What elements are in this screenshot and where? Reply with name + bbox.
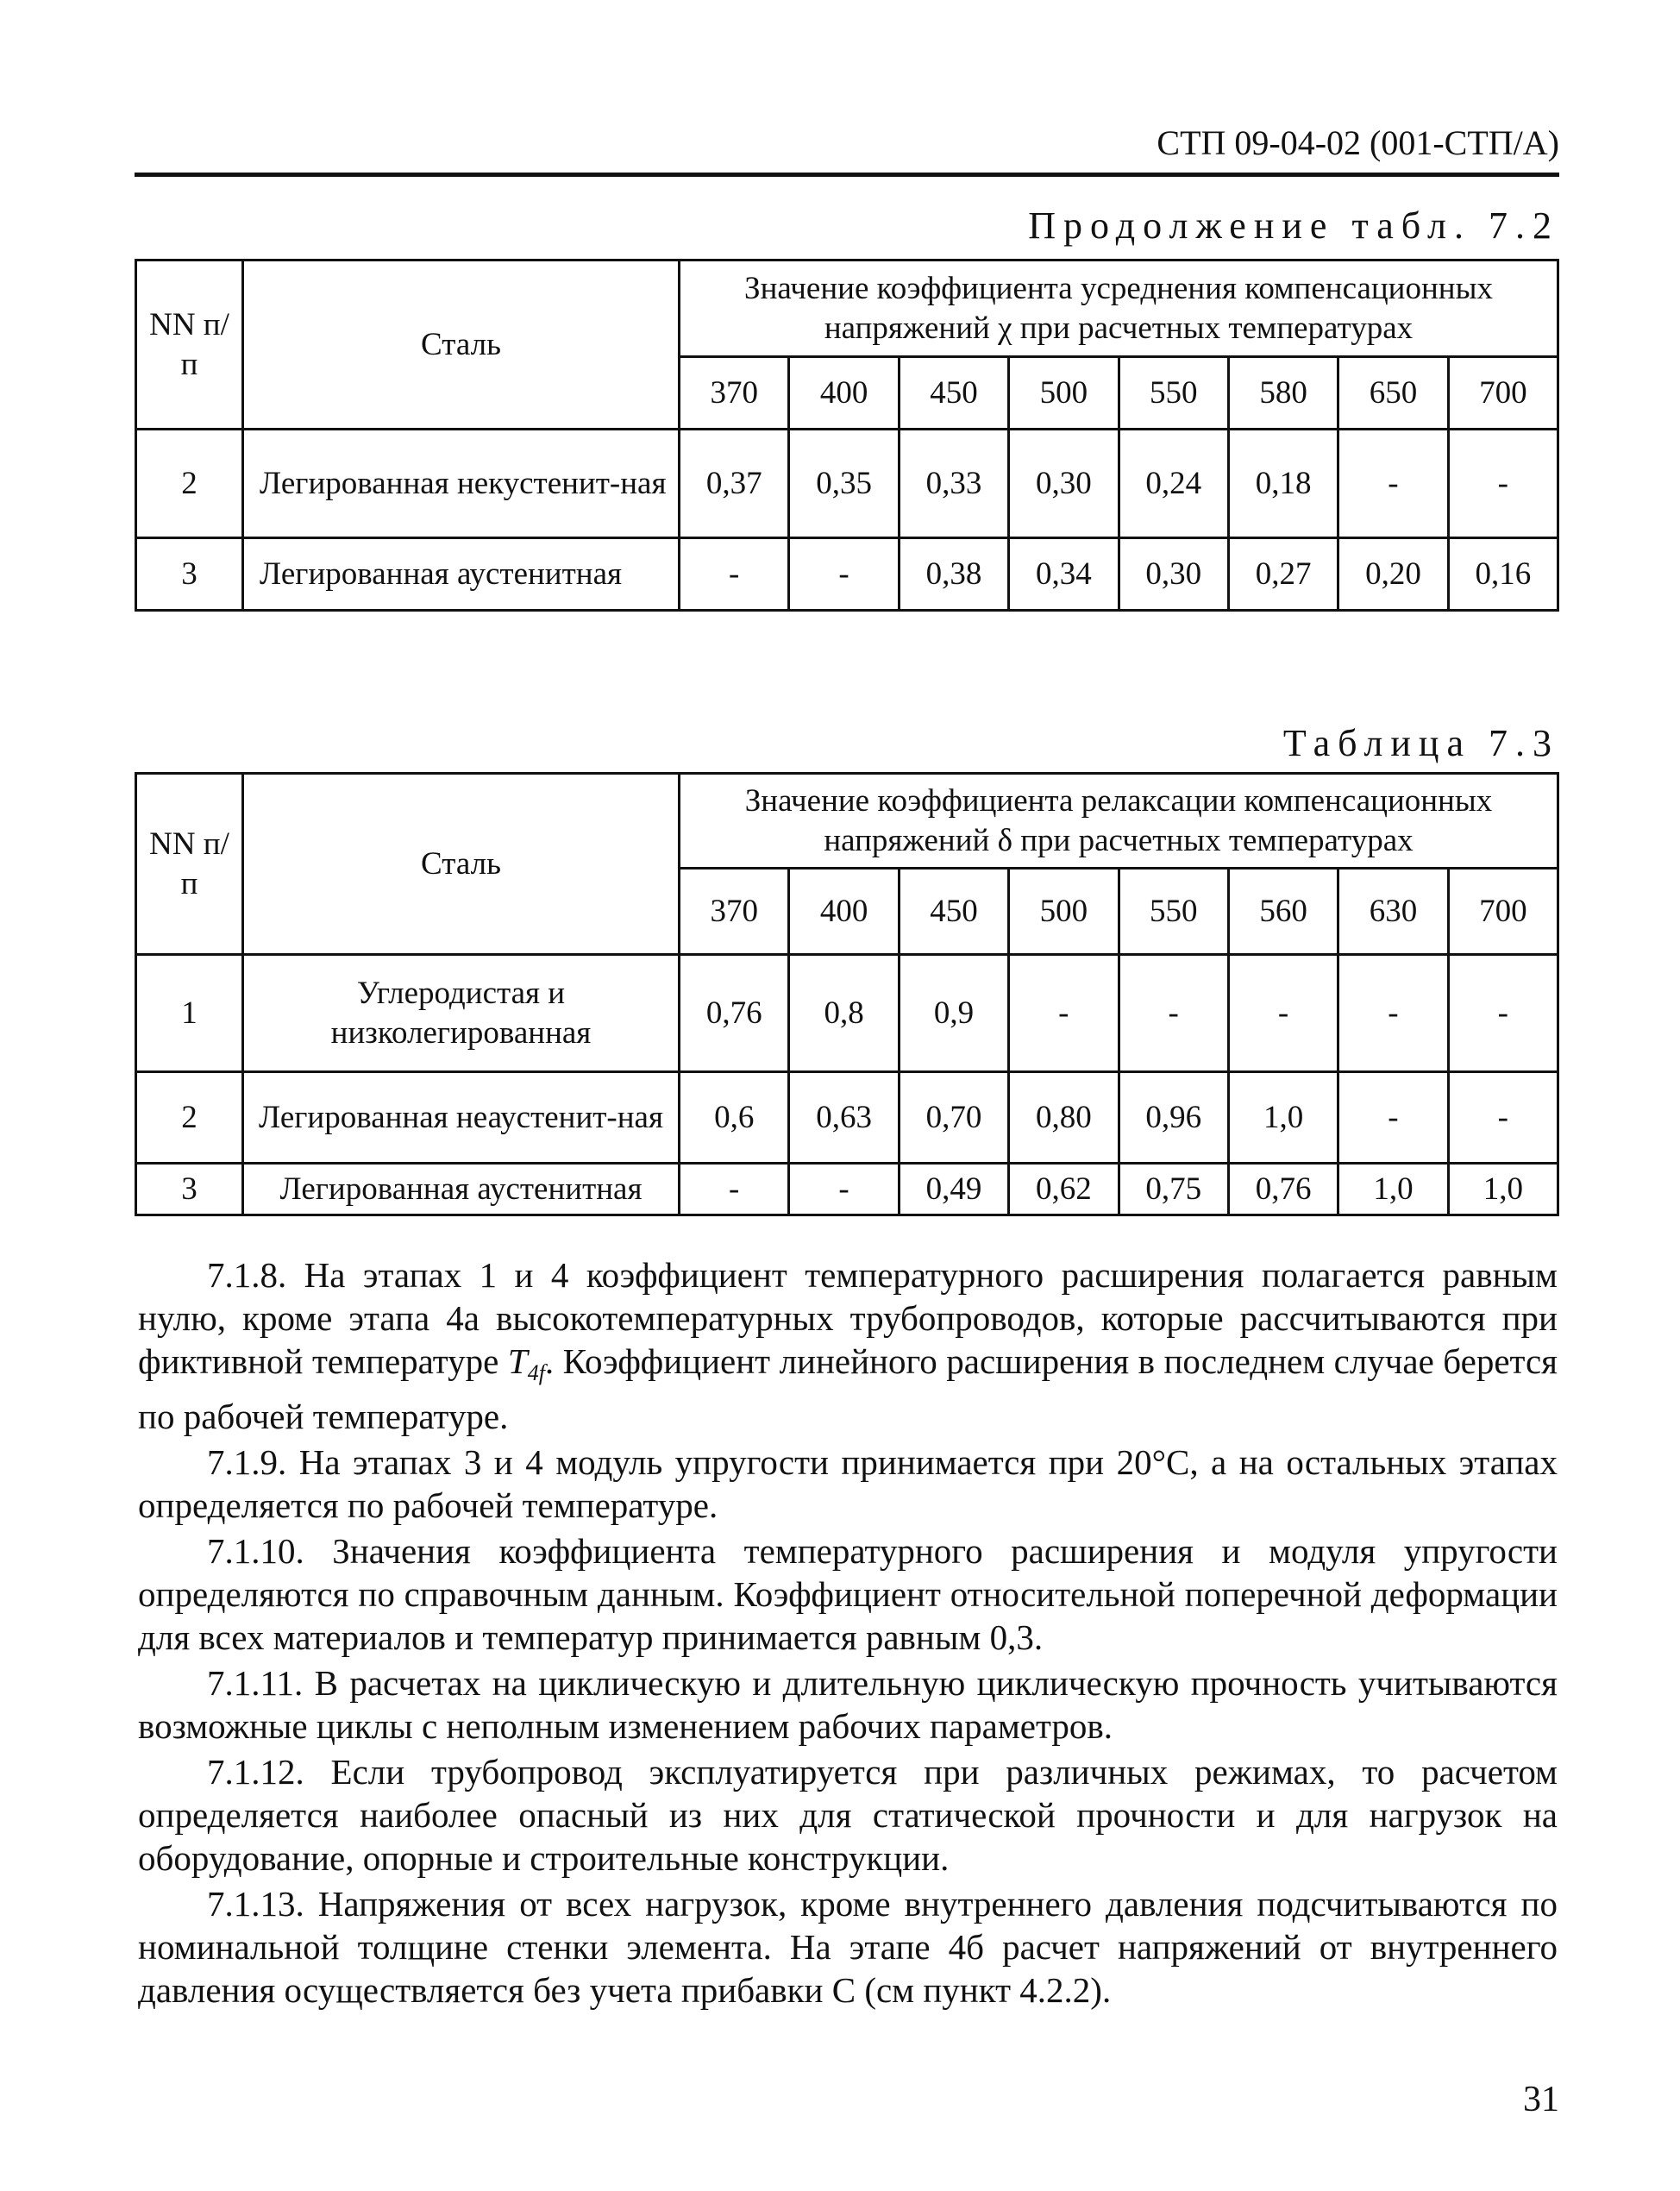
value-cell: -	[680, 538, 789, 611]
temperature-header: 700	[1448, 869, 1558, 955]
value-cell: 0,30	[1119, 538, 1228, 611]
row-number: 2	[136, 1072, 243, 1164]
row-number: 3	[136, 538, 243, 611]
value-cell: -	[1338, 955, 1448, 1072]
table-7-3-caption: Таблица 7.3	[1282, 722, 1559, 764]
value-cell: 0,16	[1448, 538, 1558, 611]
steel-name: Углеродистая и низколегированная	[243, 955, 680, 1072]
value-cell: 0,30	[1009, 430, 1119, 538]
value-cell: 0,18	[1228, 430, 1338, 538]
value-cell: -	[789, 1164, 899, 1215]
value-cell: 0,20	[1338, 538, 1448, 611]
table-7-2-caption: Продолжение табл. 7.2	[1028, 204, 1559, 247]
header-rule	[135, 173, 1559, 177]
temperature-header: 400	[789, 357, 899, 430]
value-cell: 0,37	[680, 430, 789, 538]
temperature-header: 560	[1228, 869, 1338, 955]
column-header-number: NN п/п	[136, 261, 243, 430]
temperature-header: 370	[680, 357, 789, 430]
value-cell: -	[1119, 955, 1228, 1072]
row-number: 1	[136, 955, 243, 1072]
value-cell: 0,33	[899, 430, 1008, 538]
value-cell: -	[1448, 1072, 1558, 1164]
paragraph-7-1-13: 7.1.13. Напряжения от всех нагрузок, кроме внутреннего давления подсчитываются по номинальной толщине стенки элемента. На этапе 4б расчет напряжений от внутреннего давления осуществляется без учета прибавки С (см пункт 4.2.2).	[138, 1884, 1558, 2010]
value-cell: 1,0	[1228, 1072, 1338, 1164]
column-header-steel: Сталь	[243, 774, 680, 955]
value-cell: 0,38	[899, 538, 1008, 611]
value-cell: 0,80	[1009, 1072, 1119, 1164]
value-cell: -	[1338, 1072, 1448, 1164]
temperature-header: 370	[680, 869, 789, 955]
value-cell: -	[1338, 430, 1448, 538]
paragraph-text: 7.1.8. На этапах 1 и 4 коэффициент температурного расширения полагается равным нулю, кроме этапа 4а высокотемпературных трубопроводов, которые рассчитываются при фиктивной температуре	[138, 1255, 1558, 1381]
temperature-header: 500	[1009, 357, 1119, 430]
temperature-header: 650	[1338, 357, 1448, 430]
value-cell: -	[1009, 955, 1119, 1072]
temperature-header: 550	[1119, 869, 1228, 955]
paragraph-7-1-10: 7.1.10. Значения коэффициента температурного расширения и модуля упругости определяются по справочным данным. Коэффициент относительной поперечной деформации для всех материалов и температур принимается равным 0,3.	[138, 1531, 1558, 1657]
value-cell: 0,96	[1119, 1072, 1228, 1164]
table-7-3	[135, 772, 1559, 1216]
value-cell: -	[680, 1164, 789, 1215]
value-cell: 0,75	[1119, 1164, 1228, 1215]
table-7-2	[135, 259, 1559, 612]
temperature-header: 630	[1338, 869, 1448, 955]
temperature-header: 500	[1009, 869, 1119, 955]
value-cell: -	[1448, 955, 1558, 1072]
value-cell: 0,49	[899, 1164, 1008, 1215]
steel-name: Легированная некустенит-ная	[243, 430, 680, 538]
value-cell: 0,9	[899, 955, 1008, 1072]
temperature-header: 450	[899, 357, 1008, 430]
value-cell: -	[1448, 430, 1558, 538]
temperature-header: 450	[899, 869, 1008, 955]
value-cell: 0,6	[680, 1072, 789, 1164]
paragraph-7-1-8	[138, 1253, 1558, 1438]
value-cell: 0,34	[1009, 538, 1119, 611]
value-cell: 0,70	[899, 1072, 1008, 1164]
body-text	[138, 1253, 1558, 2014]
temperature-header: 550	[1119, 357, 1228, 430]
paragraph-7-1-12: 7.1.12. Если трубопровод эксплуатируется при различных режимах, то расчетом определяется наиболее опасный из них для статической прочности и для нагрузок на оборудование, опорные и строительные конструкции.	[138, 1752, 1558, 1878]
paragraph-text: . Коэффициент линейного расширения в последнем случае берется по рабочей температуре.	[138, 1341, 1558, 1436]
steel-name: Легированная неаустенит-ная	[243, 1072, 680, 1164]
page-number: 31	[1523, 2080, 1559, 2119]
value-cell: 0,24	[1119, 430, 1228, 538]
value-cell: 0,8	[789, 955, 899, 1072]
group-header: Значение коэффициента усреднения компенсационных напряжений χ при расчетных температурах	[680, 261, 1558, 357]
value-cell: 1,0	[1338, 1164, 1448, 1215]
temperature-symbol: T	[507, 1341, 528, 1381]
row-number: 3	[136, 1164, 243, 1215]
value-cell: 0,35	[789, 430, 899, 538]
document-code: СТП 09-04-02 (001-СТП/А)	[1157, 123, 1559, 162]
temperature-header: 400	[789, 869, 899, 955]
row-number: 2	[136, 430, 243, 538]
value-cell: 1,0	[1448, 1164, 1558, 1215]
value-cell: 0,63	[789, 1072, 899, 1164]
value-cell: 0,27	[1228, 538, 1338, 611]
temperature-header: 580	[1228, 357, 1338, 430]
temperature-header: 700	[1448, 357, 1558, 430]
paragraph-7-1-9: 7.1.9. На этапах 3 и 4 модуль упругости принимается при 20°C, а на остальных этапах определяется по рабочей температуре.	[138, 1442, 1558, 1525]
steel-name: Легированная аустенитная	[243, 1164, 680, 1215]
group-header: Значение коэффициента релаксации компенсационных напряжений δ при расчетных температурах	[680, 774, 1558, 869]
steel-name: Легированная аустенитная	[243, 538, 680, 611]
value-cell: -	[1228, 955, 1338, 1072]
value-cell: -	[789, 538, 899, 611]
paragraph-7-1-11: 7.1.11. В расчетах на циклическую и длительную циклическую прочность учитываются возможные циклы с неполным изменением рабочих параметров.	[138, 1663, 1558, 1746]
column-header-steel: Сталь	[243, 261, 680, 430]
value-cell: 0,62	[1009, 1164, 1119, 1215]
value-cell: 0,76	[1228, 1164, 1338, 1215]
value-cell: 0,76	[680, 955, 789, 1072]
column-header-number: NN п/п	[136, 774, 243, 955]
temperature-subscript: 4f	[527, 1360, 545, 1385]
